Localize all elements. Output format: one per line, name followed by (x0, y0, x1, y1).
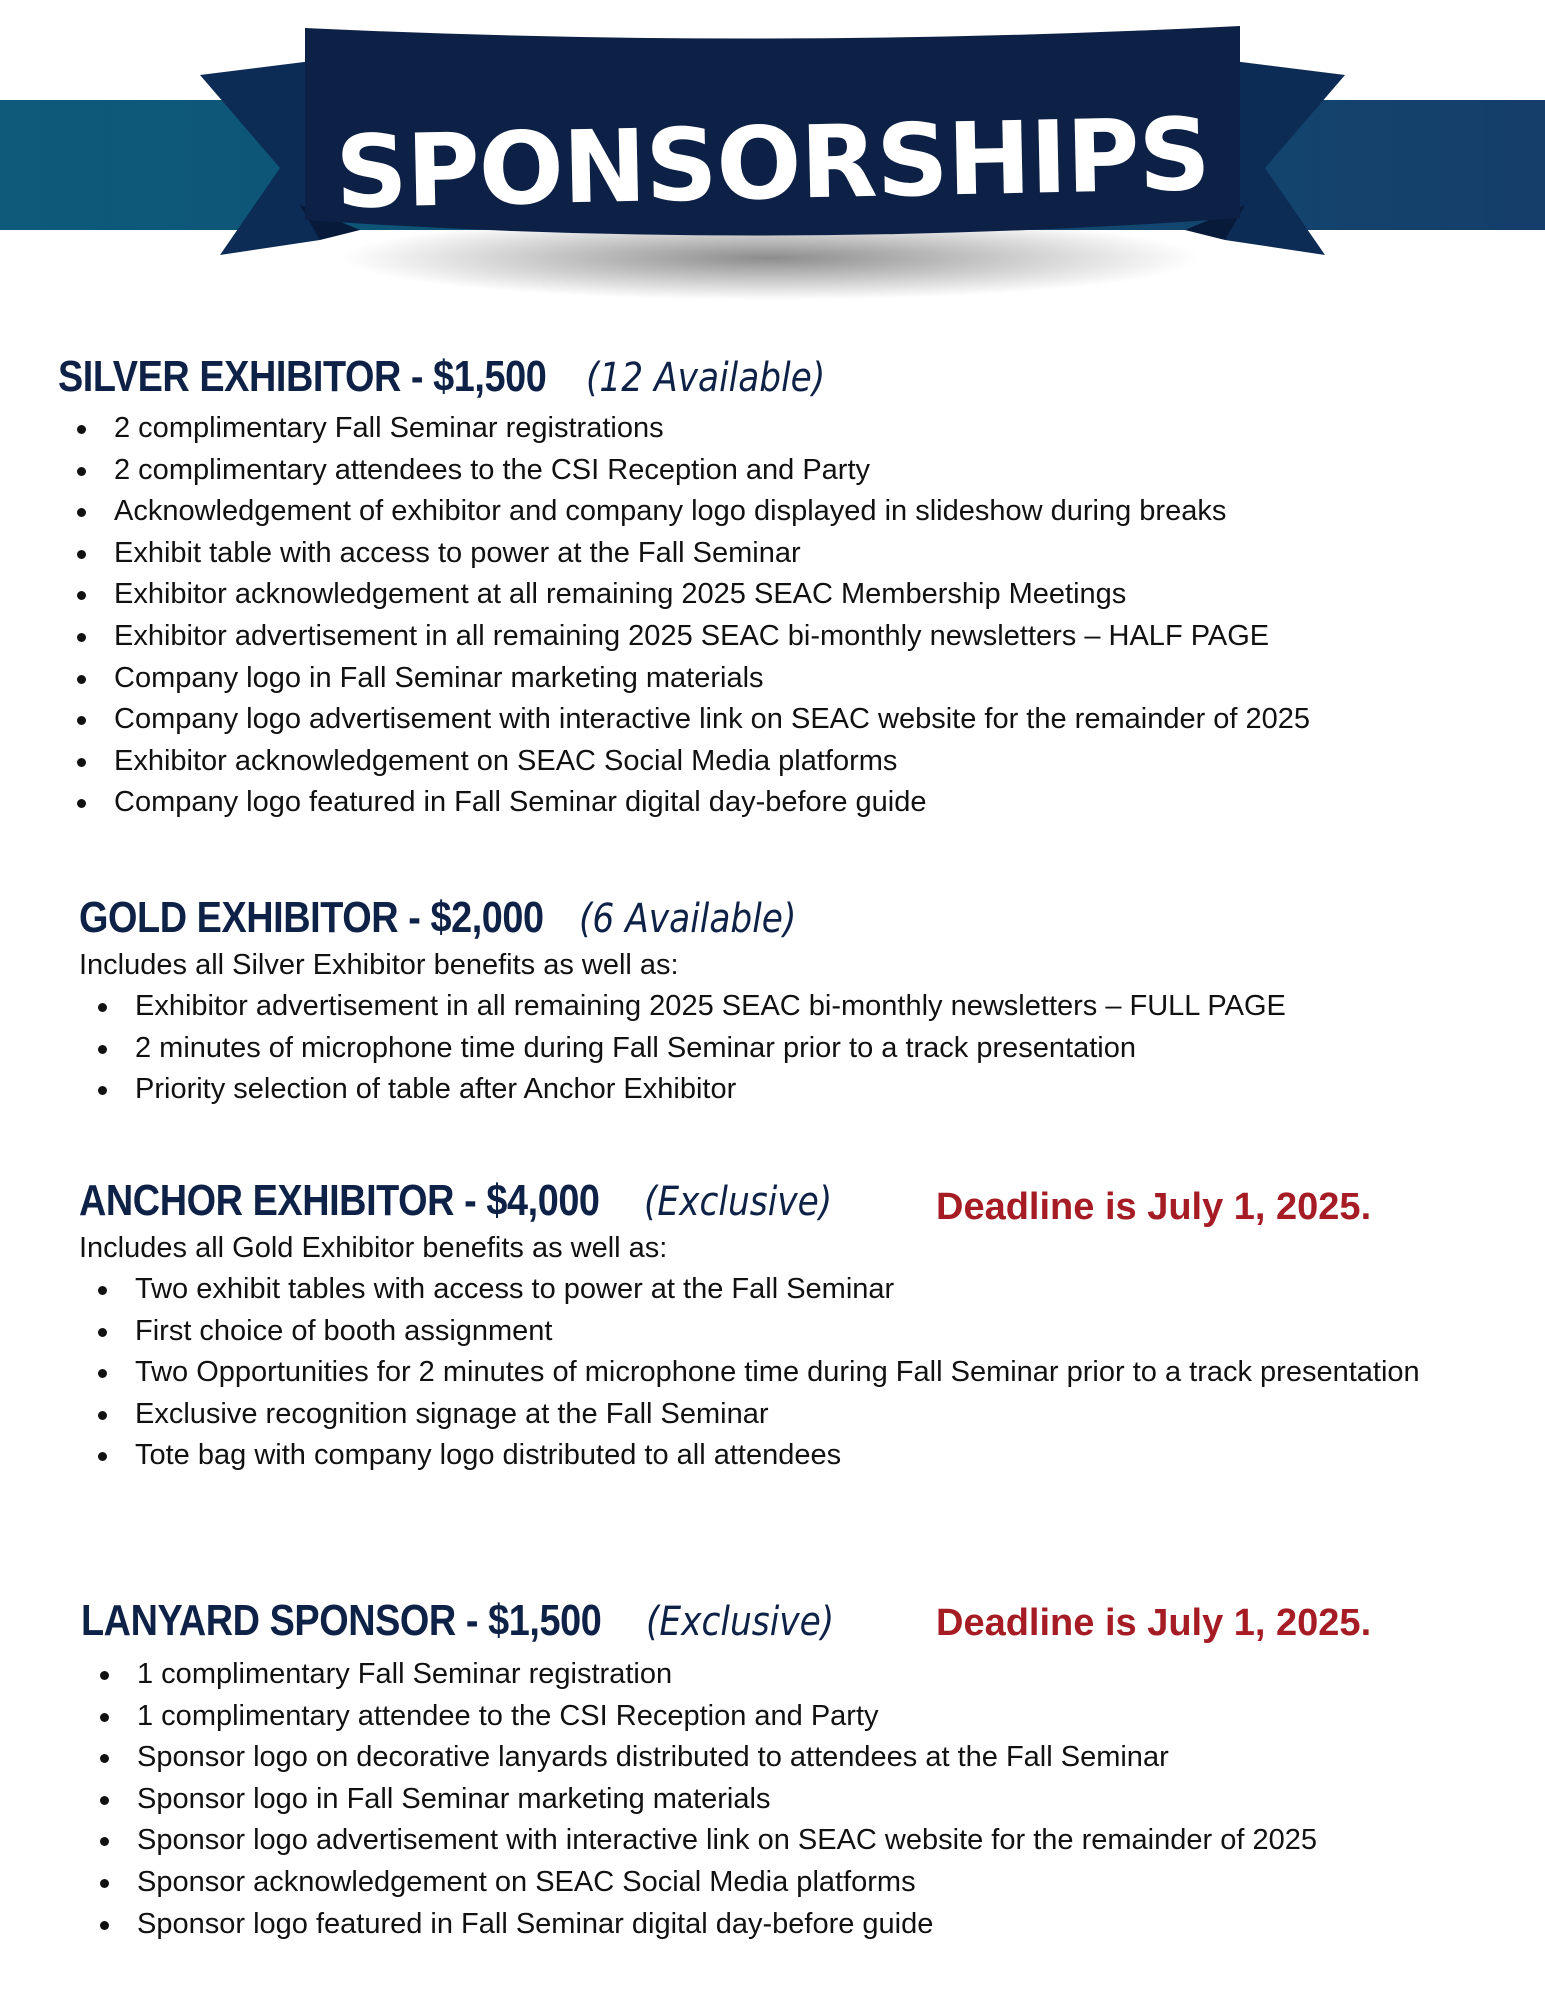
list-item: Exhibitor acknowledgement on SEAC Social Media platforms (58, 741, 1498, 783)
benefits-list (58, 408, 1498, 824)
banner (0, 0, 1545, 340)
list-item: First choice of booth assignment (79, 1311, 1499, 1353)
list-item: Exhibitor acknowledgement at all remaining 2025 SEAC Membership Meetings (58, 574, 1498, 616)
section-intro: Includes all Gold Exhibitor benefits as well as: (79, 1232, 668, 1264)
list-item: Acknowledgement of exhibitor and company logo displayed in slideshow during breaks (58, 491, 1498, 533)
list-item: Company logo in Fall Seminar marketing materials (58, 658, 1498, 700)
availability-label: (6 Available) (579, 896, 797, 942)
availability-label: (12 Available) (585, 355, 826, 401)
section-heading (58, 352, 1498, 402)
section-heading (79, 893, 1499, 943)
benefits-list (81, 1654, 1501, 1945)
list-item: Exhibit table with access to power at the Fall Seminar (58, 533, 1498, 575)
list-item: 2 minutes of microphone time during Fall Seminar prior to a track presentation (79, 1028, 1499, 1070)
deadline-notice: Deadline is July 1, 2025. (936, 1186, 1372, 1228)
availability-label: (Exclusive) (646, 1599, 835, 1645)
list-item: Two Opportunities for 2 minutes of microphone time during Fall Seminar prior to a track presentation (79, 1352, 1499, 1394)
section-anchor-exhibitor (79, 1176, 1499, 1477)
list-item: Two exhibit tables with access to power at the Fall Seminar (79, 1269, 1499, 1311)
list-item: Sponsor logo on decorative lanyards distributed to attendees at the Fall Seminar (81, 1737, 1501, 1779)
list-item: 2 complimentary Fall Seminar registrations (58, 408, 1498, 450)
list-item: Tote bag with company logo distributed to all attendees (79, 1435, 1499, 1477)
list-item: Sponsor logo in Fall Seminar marketing materials (81, 1779, 1501, 1821)
section-gold-exhibitor (79, 893, 1499, 1111)
sponsorship-title: ANCHOR EXHIBITOR - $4,000 (79, 1176, 600, 1225)
list-item: Company logo advertisement with interactive link on SEAC website for the remainder of 2025 (58, 699, 1498, 741)
sponsorship-title: SILVER EXHIBITOR - $1,500 (58, 352, 547, 401)
availability-label: (Exclusive) (644, 1179, 833, 1225)
benefits-list (79, 986, 1499, 1111)
list-item: Priority selection of table after Anchor Exhibitor (79, 1069, 1499, 1111)
list-item: Sponsor logo featured in Fall Seminar digital day-before guide (81, 1904, 1501, 1946)
list-item: Exhibitor advertisement in all remaining 2025 SEAC bi-monthly newsletters – HALF PAGE (58, 616, 1498, 658)
banner-title: SPONSORSHIPS (334, 95, 1211, 231)
section-silver-exhibitor (58, 352, 1498, 824)
deadline-notice: Deadline is July 1, 2025. (936, 1602, 1372, 1644)
sponsorship-title: LANYARD SPONSOR - $1,500 (81, 1596, 602, 1645)
list-item: 1 complimentary Fall Seminar registration (81, 1654, 1501, 1696)
benefits-list (79, 1269, 1499, 1477)
list-item: Company logo featured in Fall Seminar digital day-before guide (58, 782, 1498, 824)
list-item: Exhibitor advertisement in all remaining 2025 SEAC bi-monthly newsletters – FULL PAGE (79, 986, 1499, 1028)
section-intro: Includes all Silver Exhibitor benefits as well as: (79, 949, 679, 981)
list-item: Sponsor logo advertisement with interactive link on SEAC website for the remainder of 2025 (81, 1820, 1501, 1862)
list-item: Sponsor acknowledgement on SEAC Social Media platforms (81, 1862, 1501, 1904)
list-item: 1 complimentary attendee to the CSI Reception and Party (81, 1696, 1501, 1738)
sponsorship-title: GOLD EXHIBITOR - $2,000 (79, 893, 544, 942)
section-lanyard-sponsor (81, 1596, 1501, 1945)
list-item: 2 complimentary attendees to the CSI Reception and Party (58, 450, 1498, 492)
list-item: Exclusive recognition signage at the Fall Seminar (79, 1394, 1499, 1436)
